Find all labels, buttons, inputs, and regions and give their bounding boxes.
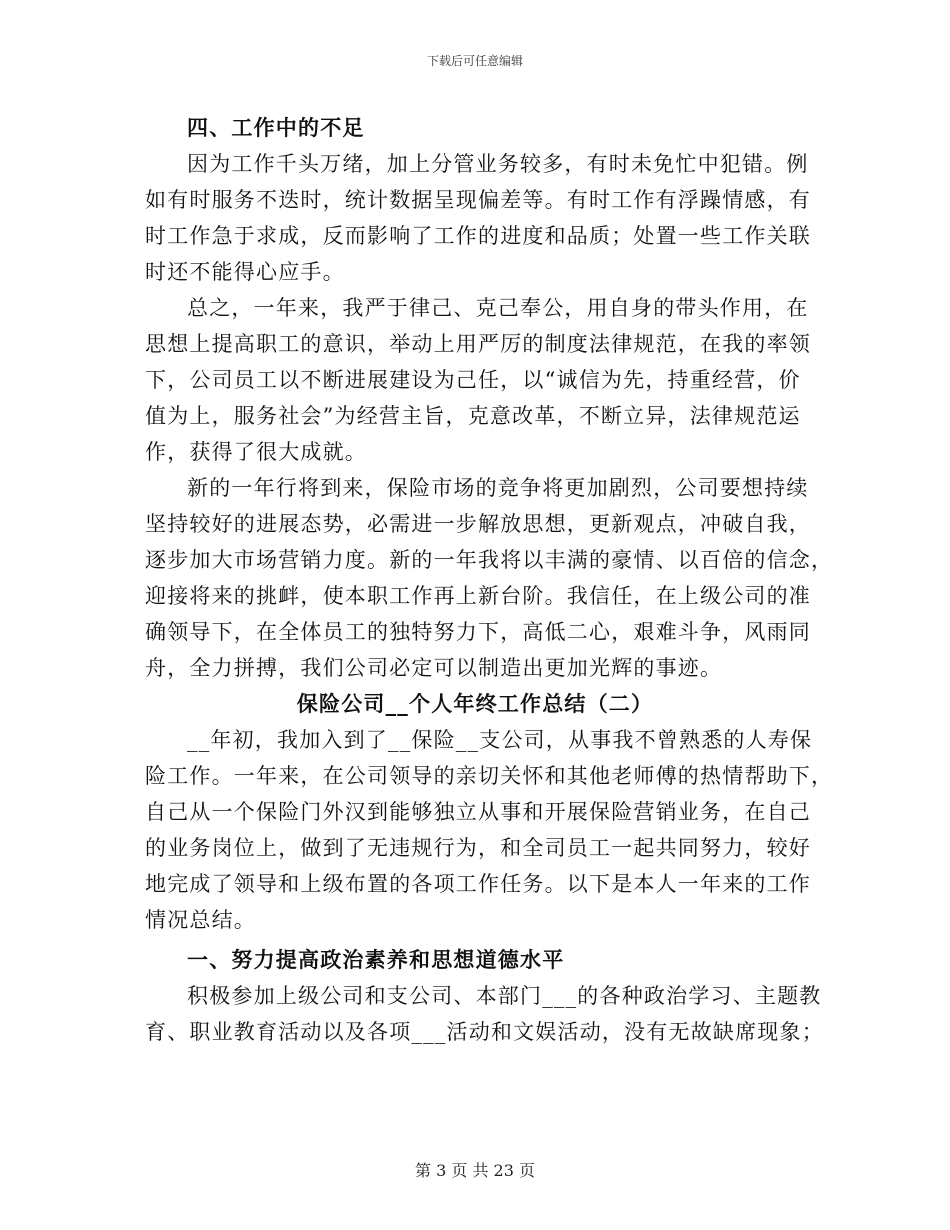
paragraph-line: 确领导下，在全体员工的独特努力下，高低二心，艰难斗争，风雨同 [145, 620, 811, 644]
paragraph-line: 总之，一年来，我严于律己、克己奉公，用自身的带头作用，在 [187, 296, 809, 320]
paragraph-line: 自己从一个保险门外汉到能够独立从事和开展保险营销业务，在自己 [145, 800, 811, 824]
paragraph-line: 的业务岗位上，做到了无违规行为，和全司员工一起共同努力，较好 [145, 836, 811, 860]
paragraph-line: 情况总结。 [145, 908, 256, 932]
section-heading: 四、工作中的不足 [187, 115, 365, 140]
page-header-note: 下载后可任意编辑 [426, 54, 523, 68]
paragraph-line: 如有时服务不迭时，统计数据呈现偏差等。有时工作有浮躁情感，有 [145, 188, 811, 212]
paragraph-line: 坚持较好的进展态势，必需进一步解放思想，更新观点，冲破自我， [145, 512, 811, 536]
paragraph-line: 迎接将来的挑衅，使本职工作再上新台阶。我信任，在上级公司的准 [145, 584, 811, 608]
paragraph-line: __年初，我加入到了__保险__支公司，从事我不曾熟悉的人寿保 [187, 728, 813, 752]
paragraph-line: 舟，全力拼搏，我们公司必定可以制造出更加光辉的事迹。 [145, 656, 723, 680]
document-body [145, 110, 834, 1050]
paragraph-line: 下，公司员工以不断进展建设为己任，以“诚信为先，持重经营，价 [145, 368, 801, 392]
paragraph-line: 因为工作千头万绪，加上分管业务较多，有时未免忙中犯错。例 [187, 152, 809, 176]
document-subtitle: 保险公司__个人年终工作总结（二） [296, 691, 654, 716]
page-number: 第 3 页 共 23 页 [415, 1161, 535, 1180]
paragraph-line: 地完成了领导和上级布置的各项工作任务。以下是本人一年来的工作 [145, 872, 811, 896]
paragraph-line: 险工作。一年来，在公司领导的亲切关怀和其他老师傅的热情帮助下， [145, 764, 834, 788]
paragraph-line: 作，获得了很大成就。 [145, 440, 367, 464]
paragraph-line: 时还不能得心应手。 [145, 260, 345, 284]
paragraph-line: 积极参加上级公司和支公司、本部门___的各种政治学习、主题教 [187, 984, 822, 1008]
section-heading: 一、努力提高政治素养和思想道德水平 [187, 947, 565, 972]
paragraph-line: 逐步加大市场营销力度。新的一年我将以丰满的豪情、以百倍的信念， [145, 548, 834, 572]
paragraph-line: 思想上提高职工的意识，举动上用严厉的制度法律规范，在我的率领 [145, 332, 811, 356]
paragraph-line: 育、职业教育活动以及各项___活动和文娱活动，没有无故缺席现象； [145, 1020, 824, 1044]
paragraph-line: 值为上，服务社会”为经营主旨，克意改革，不断立异，法律规范运 [145, 404, 801, 428]
paragraph-line: 新的一年行将到来，保险市场的竞争将更加剧烈，公司要想持续 [187, 476, 809, 500]
paragraph-line: 时工作急于求成，反而影响了工作的进度和品质；处置一些工作关联 [145, 224, 811, 248]
